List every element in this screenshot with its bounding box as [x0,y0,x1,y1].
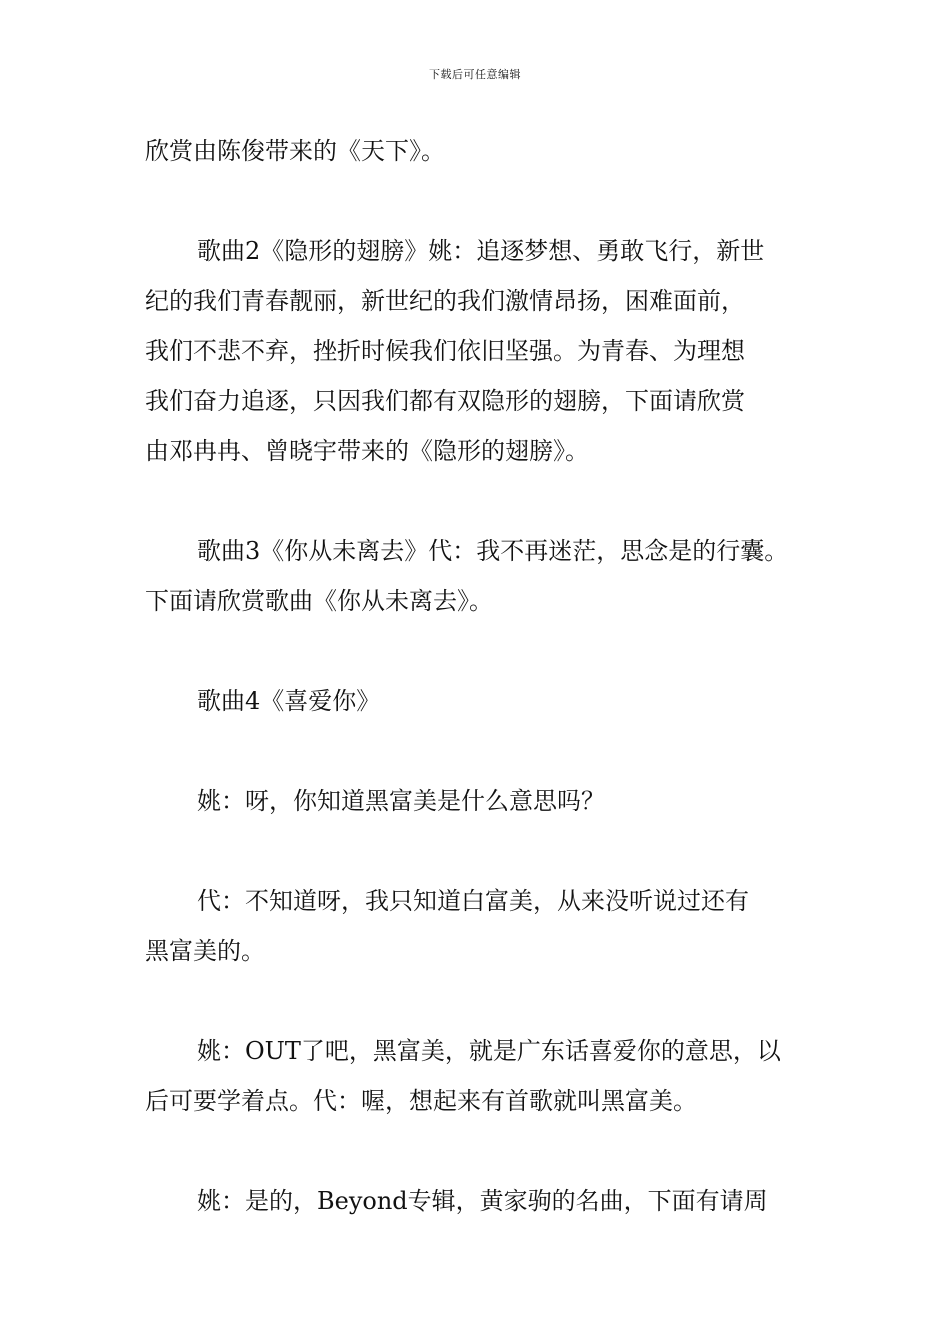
text-line: 歌曲4《喜爱你》 [197,687,381,715]
text-line: 歌曲2《隐形的翅膀》姚：追逐梦想、勇敢飞行，新世 [197,237,765,265]
text-line: 纪的我们青春靓丽，新世纪的我们激情昂扬，困难面前， [145,287,745,315]
paragraph [145,1026,809,1126]
text-line: 黑富美的。 [145,937,265,965]
text-line: 代：不知道呀，我只知道白富美，从来没听说过还有 [197,887,749,915]
text-line: 姚：是的，Beyond专辑，黄家驹的名曲，下面有请周 [197,1187,768,1215]
text-line: 我们奋力追逐，只因我们都有双隐形的翅膀，下面请欣赏 [145,387,745,415]
text-line: 姚：呀，你知道黑富美是什么意思吗？ [197,787,605,815]
text-line: 下面请欣赏歌曲《你从未离去》。 [145,587,493,615]
text-line: 我们不悲不弃，挫折时候我们依旧坚强。为青春、为理想 [145,337,745,365]
text-line: 姚：OUT了吧，黑富美，就是广东话喜爱你的意思，以 [197,1037,781,1065]
paragraph [145,876,809,976]
page-header: 下载后可任意编辑 [429,68,521,81]
paragraph [145,776,809,826]
paragraph [145,676,809,726]
text-line: 歌曲3《你从未离去》代：我不再迷茫，思念是的行囊。 [197,537,789,565]
paragraph [145,526,809,626]
text-line: 欣赏由陈俊带来的《天下》。 [145,137,445,165]
paragraph [145,1176,809,1226]
text-line: 后可要学着点。代：喔，想起来有首歌就叫黑富美。 [145,1087,697,1115]
document-body [145,126,809,1276]
paragraph [145,126,809,176]
text-line: 由邓冉冉、曾晓宇带来的《隐形的翅膀》。 [145,437,589,465]
paragraph [145,226,809,476]
